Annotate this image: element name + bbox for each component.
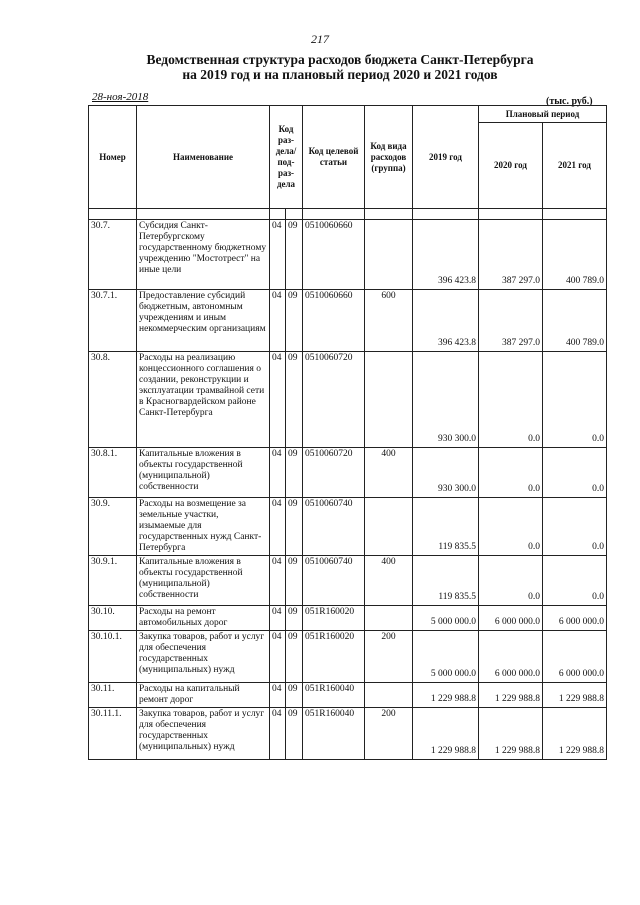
value-2020: 387 297.0 <box>479 220 543 290</box>
target-code: 051R160020 <box>303 606 365 631</box>
table-row <box>89 220 607 290</box>
row-number: 30.7.1. <box>89 290 137 352</box>
header-target-code: Код целевой статьи <box>303 106 365 209</box>
budget-table <box>88 105 607 760</box>
target-code: 0510060740 <box>303 556 365 606</box>
table-row <box>89 498 607 556</box>
value-2021: 400 789.0 <box>543 220 607 290</box>
value-2019: 930 300.0 <box>413 448 479 498</box>
target-code: 0510060740 <box>303 498 365 556</box>
row-number: 30.9.1. <box>89 556 137 606</box>
row-number: 30.8. <box>89 352 137 448</box>
expense-type-code: 200 <box>365 708 413 760</box>
header-section-code: Код раз-дела/ под-раз-дела <box>270 106 303 209</box>
header-expense-type-code: Код вида расходов (группа) <box>365 106 413 209</box>
row-name: Расходы на возмещение за земельные участки, изымаемые для государственных нужд Санкт-Петербурга <box>137 498 270 556</box>
table-row <box>89 606 607 631</box>
target-code: 051R160020 <box>303 631 365 683</box>
value-2020: 6 000 000.0 <box>479 606 543 631</box>
row-name: Субсидия Санкт-Петербургскому государственному бюджетному учреждению "Мостотрест" на иные цели <box>137 220 270 290</box>
section-code: 04 <box>270 498 286 556</box>
subsection-code: 09 <box>286 556 303 606</box>
value-2020: 0.0 <box>479 556 543 606</box>
expense-type-code <box>365 606 413 631</box>
header-2020: 2020 год <box>479 123 543 209</box>
header-planned-period: Плановый период <box>479 106 607 123</box>
value-2020: 0.0 <box>479 448 543 498</box>
header-2021: 2021 год <box>543 123 607 209</box>
row-number: 30.10. <box>89 606 137 631</box>
expense-type-code <box>365 498 413 556</box>
header-spacer-row <box>89 209 607 220</box>
value-2019: 119 835.5 <box>413 556 479 606</box>
section-code: 04 <box>270 352 286 448</box>
expense-type-code <box>365 352 413 448</box>
row-name: Капитальные вложения в объекты государственной (муниципальной) собственности <box>137 448 270 498</box>
section-code: 04 <box>270 606 286 631</box>
section-code: 04 <box>270 220 286 290</box>
row-number: 30.11.1. <box>89 708 137 760</box>
value-2019: 930 300.0 <box>413 352 479 448</box>
expense-type-code: 200 <box>365 631 413 683</box>
value-2020: 387 297.0 <box>479 290 543 352</box>
expense-type-code: 600 <box>365 290 413 352</box>
value-2019: 5 000 000.0 <box>413 631 479 683</box>
units-label: (тыс. руб.) <box>546 96 593 107</box>
header-number: Номер <box>89 106 137 209</box>
row-name: Капитальные вложения в объекты государственной (муниципальной) собственности <box>137 556 270 606</box>
page-title <box>60 52 620 82</box>
subsection-code: 09 <box>286 606 303 631</box>
header-name: Наименование <box>137 106 270 209</box>
value-2021: 0.0 <box>543 498 607 556</box>
subsection-code: 09 <box>286 683 303 708</box>
row-number: 30.10.1. <box>89 631 137 683</box>
row-name: Расходы на ремонт автомобильных дорог <box>137 606 270 631</box>
table-row <box>89 683 607 708</box>
value-2021: 1 229 988.8 <box>543 708 607 760</box>
row-name: Закупка товаров, работ и услуг для обеспечения государственных (муниципальных) нужд <box>137 631 270 683</box>
page-number: 217 <box>311 32 329 46</box>
table-body <box>89 220 607 760</box>
target-code: 0510060720 <box>303 448 365 498</box>
value-2021: 0.0 <box>543 448 607 498</box>
value-2021: 6 000 000.0 <box>543 631 607 683</box>
target-code: 051R160040 <box>303 683 365 708</box>
value-2021: 6 000 000.0 <box>543 606 607 631</box>
row-name: Закупка товаров, работ и услуг для обеспечения государственных (муниципальных) нужд <box>137 708 270 760</box>
subsection-code: 09 <box>286 708 303 760</box>
value-2019: 396 423.8 <box>413 220 479 290</box>
subsection-code: 09 <box>286 631 303 683</box>
value-2021: 0.0 <box>543 352 607 448</box>
expense-type-code <box>365 220 413 290</box>
value-2020: 1 229 988.8 <box>479 683 543 708</box>
value-2019: 5 000 000.0 <box>413 606 479 631</box>
value-2020: 6 000 000.0 <box>479 631 543 683</box>
row-name: Расходы на капитальный ремонт дорог <box>137 683 270 708</box>
header-2019: 2019 год <box>413 106 479 209</box>
target-code: 051R160040 <box>303 708 365 760</box>
value-2020: 0.0 <box>479 352 543 448</box>
section-code: 04 <box>270 683 286 708</box>
subsection-code: 09 <box>286 290 303 352</box>
title-line-2: на 2019 год и на плановый период 2020 и 2021 годов <box>182 67 498 82</box>
subsection-code: 09 <box>286 352 303 448</box>
section-code: 04 <box>270 290 286 352</box>
table-row <box>89 352 607 448</box>
subsection-code: 09 <box>286 220 303 290</box>
value-2019: 1 229 988.8 <box>413 708 479 760</box>
row-number: 30.9. <box>89 498 137 556</box>
expense-type-code: 400 <box>365 448 413 498</box>
value-2021: 1 229 988.8 <box>543 683 607 708</box>
table-row <box>89 556 607 606</box>
expense-type-code <box>365 683 413 708</box>
title-line-1: Ведомственная структура расходов бюджета Санкт-Петербурга <box>146 52 534 67</box>
value-2020: 1 229 988.8 <box>479 708 543 760</box>
value-2019: 119 835.5 <box>413 498 479 556</box>
row-name: Расходы на реализацию концессионного соглашения о создании, реконструкции и эксплуатации трамвайной сети в Красногвардейском районе Санкт-Петербурга <box>137 352 270 448</box>
target-code: 0510060660 <box>303 290 365 352</box>
row-number: 30.7. <box>89 220 137 290</box>
value-2021: 400 789.0 <box>543 290 607 352</box>
target-code: 0510060660 <box>303 220 365 290</box>
section-code: 04 <box>270 556 286 606</box>
document-date: 28-ноя-2018 <box>92 91 149 103</box>
table-row <box>89 448 607 498</box>
value-2021: 0.0 <box>543 556 607 606</box>
table-row <box>89 290 607 352</box>
target-code: 0510060720 <box>303 352 365 448</box>
section-code: 04 <box>270 631 286 683</box>
row-number: 30.11. <box>89 683 137 708</box>
row-name: Предоставление субсидий бюджетным, автономным учреждениям и иным некоммерческим организациям <box>137 290 270 352</box>
value-2019: 396 423.8 <box>413 290 479 352</box>
table-row <box>89 708 607 760</box>
section-code: 04 <box>270 448 286 498</box>
expense-type-code: 400 <box>365 556 413 606</box>
value-2020: 0.0 <box>479 498 543 556</box>
subsection-code: 09 <box>286 498 303 556</box>
row-number: 30.8.1. <box>89 448 137 498</box>
section-code: 04 <box>270 708 286 760</box>
table-row <box>89 631 607 683</box>
subsection-code: 09 <box>286 448 303 498</box>
value-2019: 1 229 988.8 <box>413 683 479 708</box>
